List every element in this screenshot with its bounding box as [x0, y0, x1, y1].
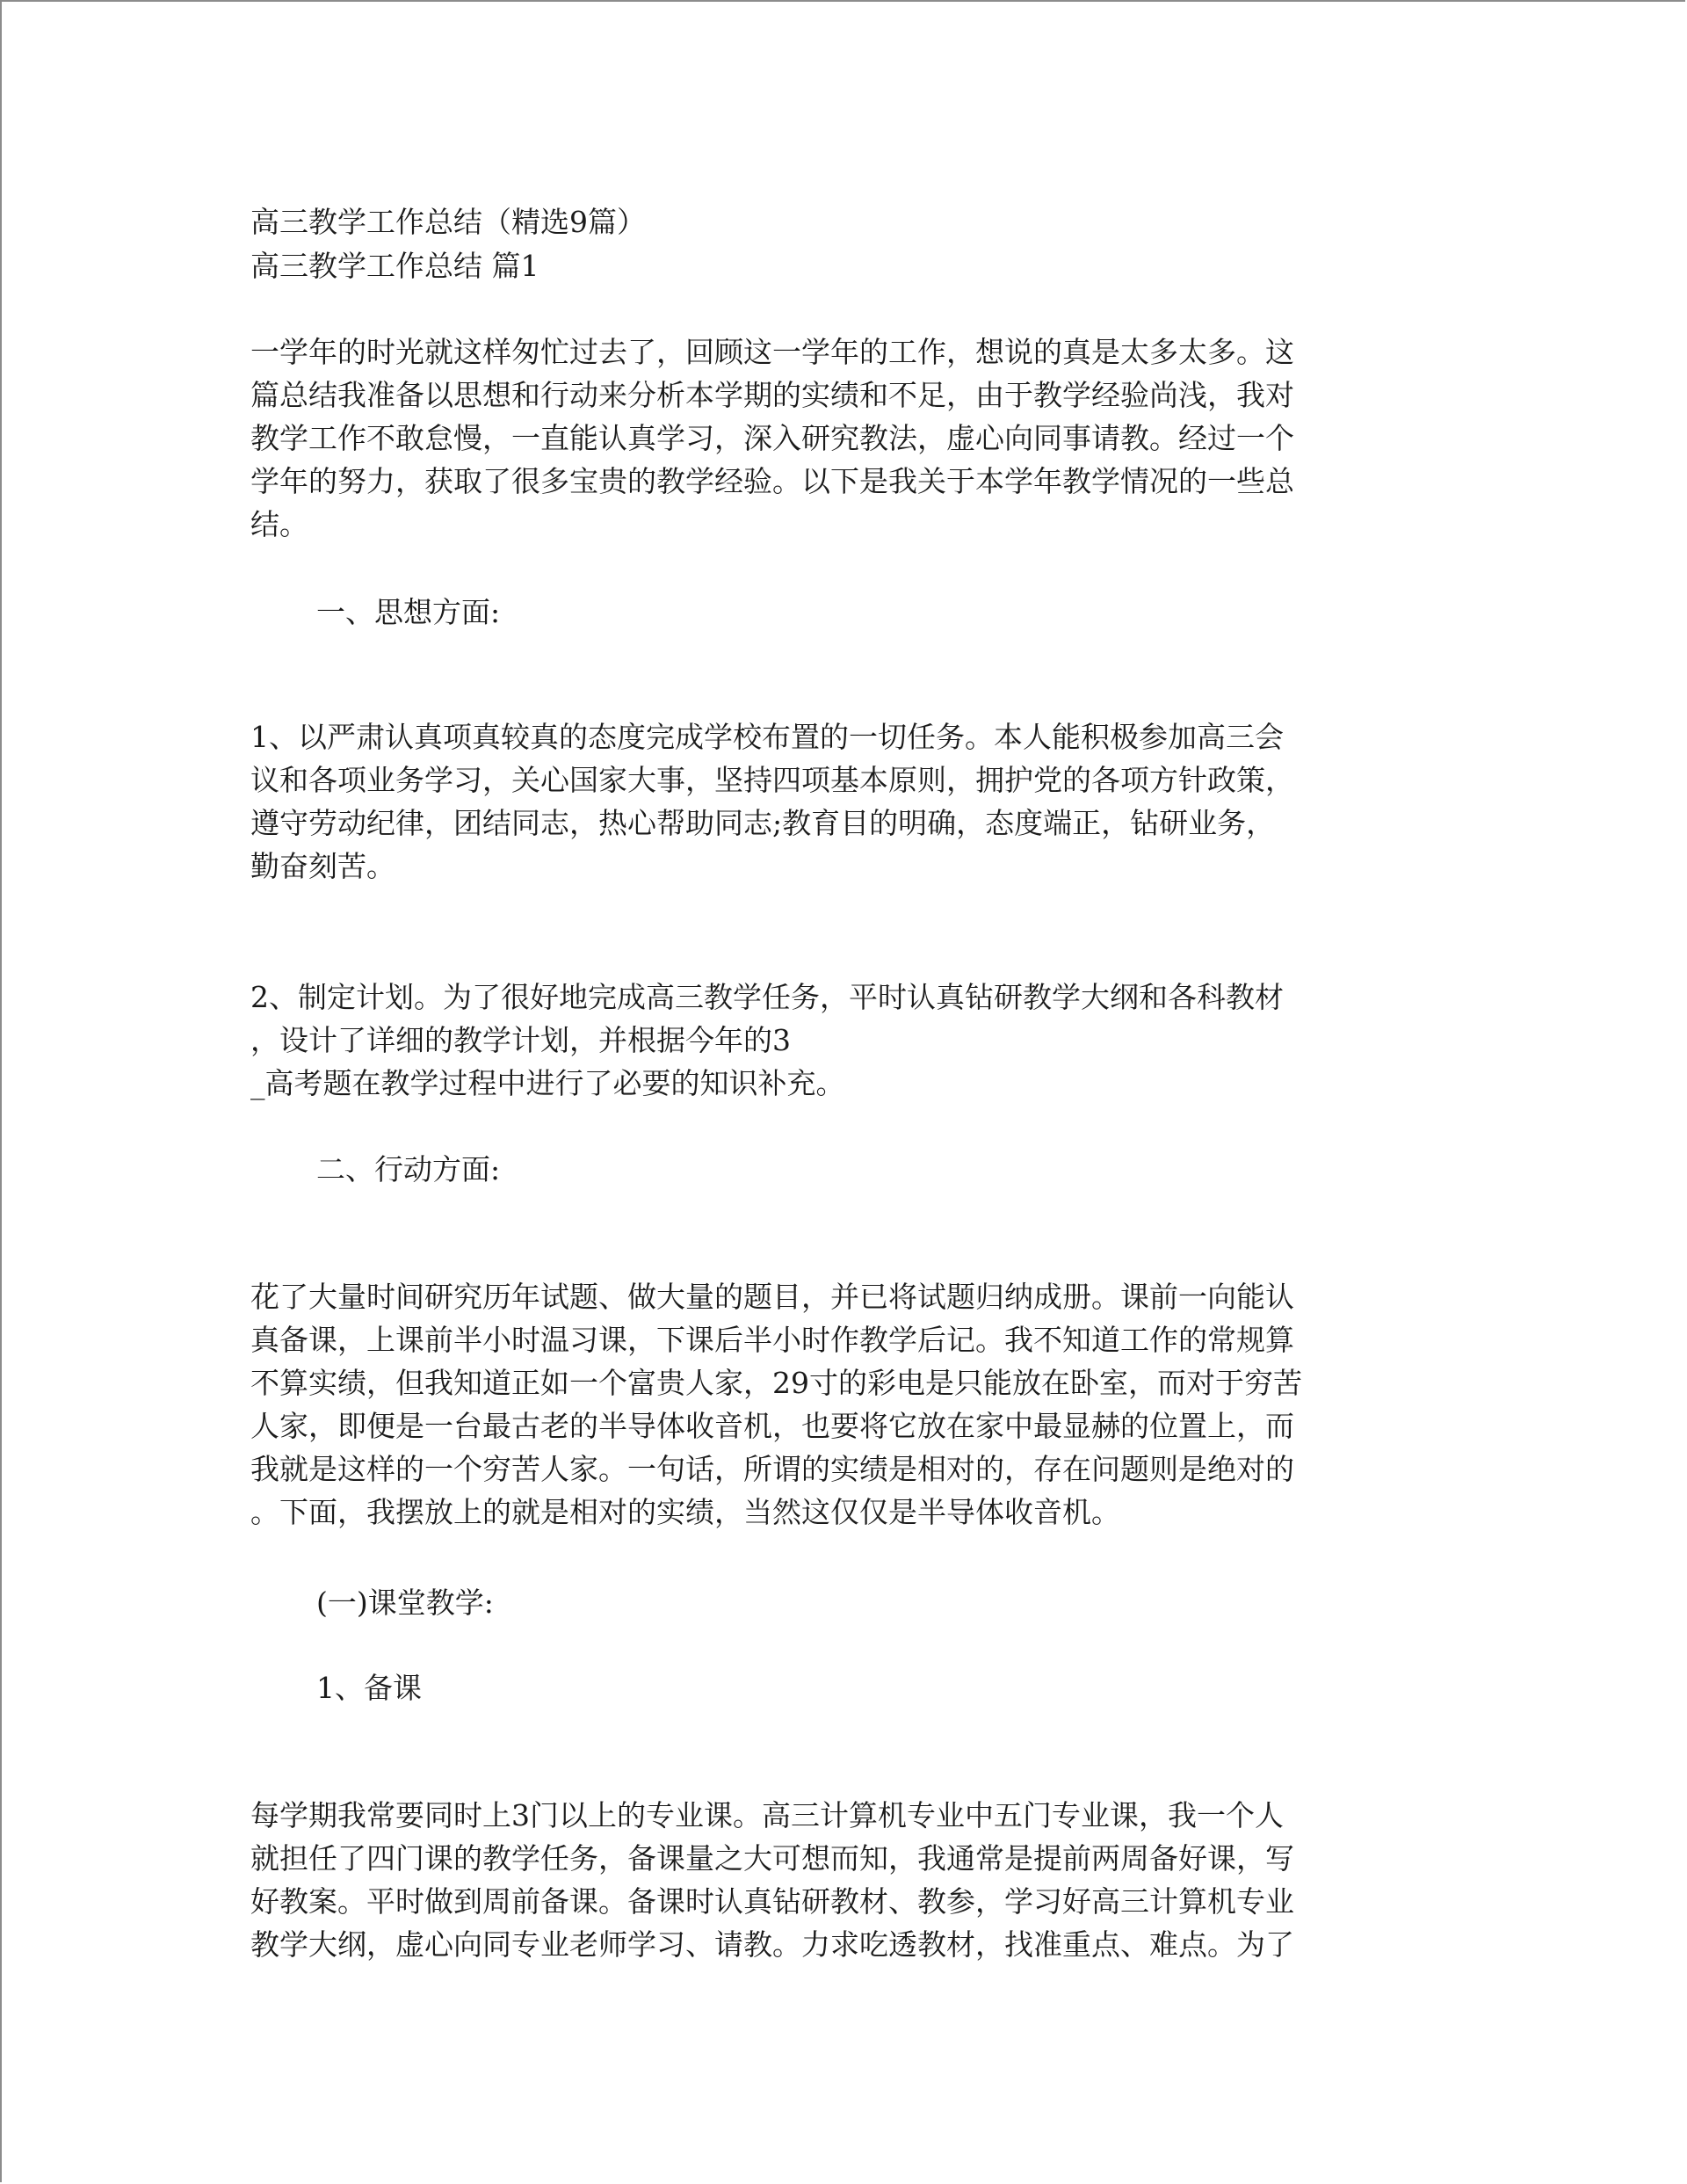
sub-heading: 1、备课	[316, 1671, 422, 1705]
item2-paragraph	[250, 976, 1445, 1105]
section-heading: 二、行动方面:	[316, 1152, 501, 1186]
paragraph-line: 1、以严肃认真项真较真的态度完成学校布置的一切任务。本人能积极参加高三会	[250, 720, 1284, 754]
paragraph-line: 不算实绩，但我知道正如一个富贵人家，29寸的彩电是只能放在卧室，而对于穷苦	[250, 1366, 1302, 1400]
paragraph-line: 我就是这样的一个穷苦人家。一句话，所谓的实绩是相对的，存在问题则是绝对的	[250, 1452, 1294, 1486]
paragraph-line: 遵守劳动纪律，团结同志，热心帮助同志;教育目的明确，态度端正，钻研业务，	[250, 806, 1276, 840]
paragraph-line: 勤奋刻苦。	[250, 849, 395, 883]
paragraph-line: 教学工作不敢怠慢，一直能认真学习，深入研究教法，虚心向同事请教。经过一个	[250, 421, 1294, 455]
document-subtitle: 高三教学工作总结 篇1	[250, 249, 539, 283]
title-block	[250, 200, 1445, 288]
paragraph-line: 篇总结我准备以思想和行动来分析本学期的实绩和不足，由于教学经验尚浅，我对	[250, 378, 1294, 412]
sub-heading: (一)课堂教学:	[316, 1585, 494, 1620]
paragraph-line: 就担任了四门课的教学任务，备课量之大可想而知，我通常是提前两周备好课，写	[250, 1841, 1294, 1876]
paragraph-line: 每学期我常要同时上3门以上的专业课。高三计算机专业中五门专业课，我一个人	[250, 1798, 1284, 1832]
paragraph-line: 好教案。平时做到周前备课。备课时认真钻研教材、教参，学习好高三计算机专业	[250, 1884, 1294, 1919]
section-heading-thought	[250, 591, 1511, 634]
section-heading-action	[250, 1148, 1511, 1191]
paragraph-line: 议和各项业务学习，关心国家大事，坚持四项基本原则，拥护党的各项方针政策，	[250, 763, 1294, 797]
paragraph-line: 一学年的时光就这样匆忙过去了，回顾这一学年的工作，想说的真是太多太多。这	[250, 335, 1294, 369]
paragraph-line: ，设计了详细的教学计划，并根据今年的3	[250, 1023, 791, 1057]
paragraph-line: 学年的努力，获取了很多宝贵的教学经验。以下是我关于本学年教学情况的一些总	[250, 464, 1294, 498]
paragraph-line: 教学大纲，虚心向同专业老师学习、请教。力求吃透教材，找准重点、难点。为了	[250, 1927, 1294, 1962]
sub-heading-classroom	[250, 1581, 1511, 1624]
intro-paragraph	[250, 330, 1445, 546]
paragraph-line: 2、制定计划。为了很好地完成高三教学任务，平时认真钻研教学大纲和各科教材	[250, 980, 1284, 1014]
prep-paragraph	[250, 1794, 1445, 1966]
paragraph-line: 人家，即便是一台最古老的半导体收音机，也要将它放在家中最显赫的位置上，而	[250, 1409, 1294, 1443]
paragraph-line: 花了大量时间研究历年试题、做大量的题目，并已将试题归纳成册。课前一向能认	[250, 1280, 1294, 1314]
section-heading: 一、思想方面:	[316, 595, 501, 629]
action-paragraph	[250, 1275, 1445, 1534]
document-title: 高三教学工作总结（精选9篇）	[250, 205, 646, 239]
paragraph-line: _高考题在教学过程中进行了必要的知识补充。	[250, 1066, 845, 1100]
paragraph-line: 结。	[250, 507, 308, 541]
paragraph-line: 真备课，上课前半小时温习课，下课后半小时作教学后记。我不知道工作的常规算	[250, 1323, 1294, 1357]
item1-paragraph	[250, 715, 1445, 888]
paragraph-line: 。下面，我摆放上的就是相对的实绩，当然这仅仅是半导体收音机。	[250, 1495, 1120, 1529]
sub-heading-prep	[250, 1666, 1511, 1709]
